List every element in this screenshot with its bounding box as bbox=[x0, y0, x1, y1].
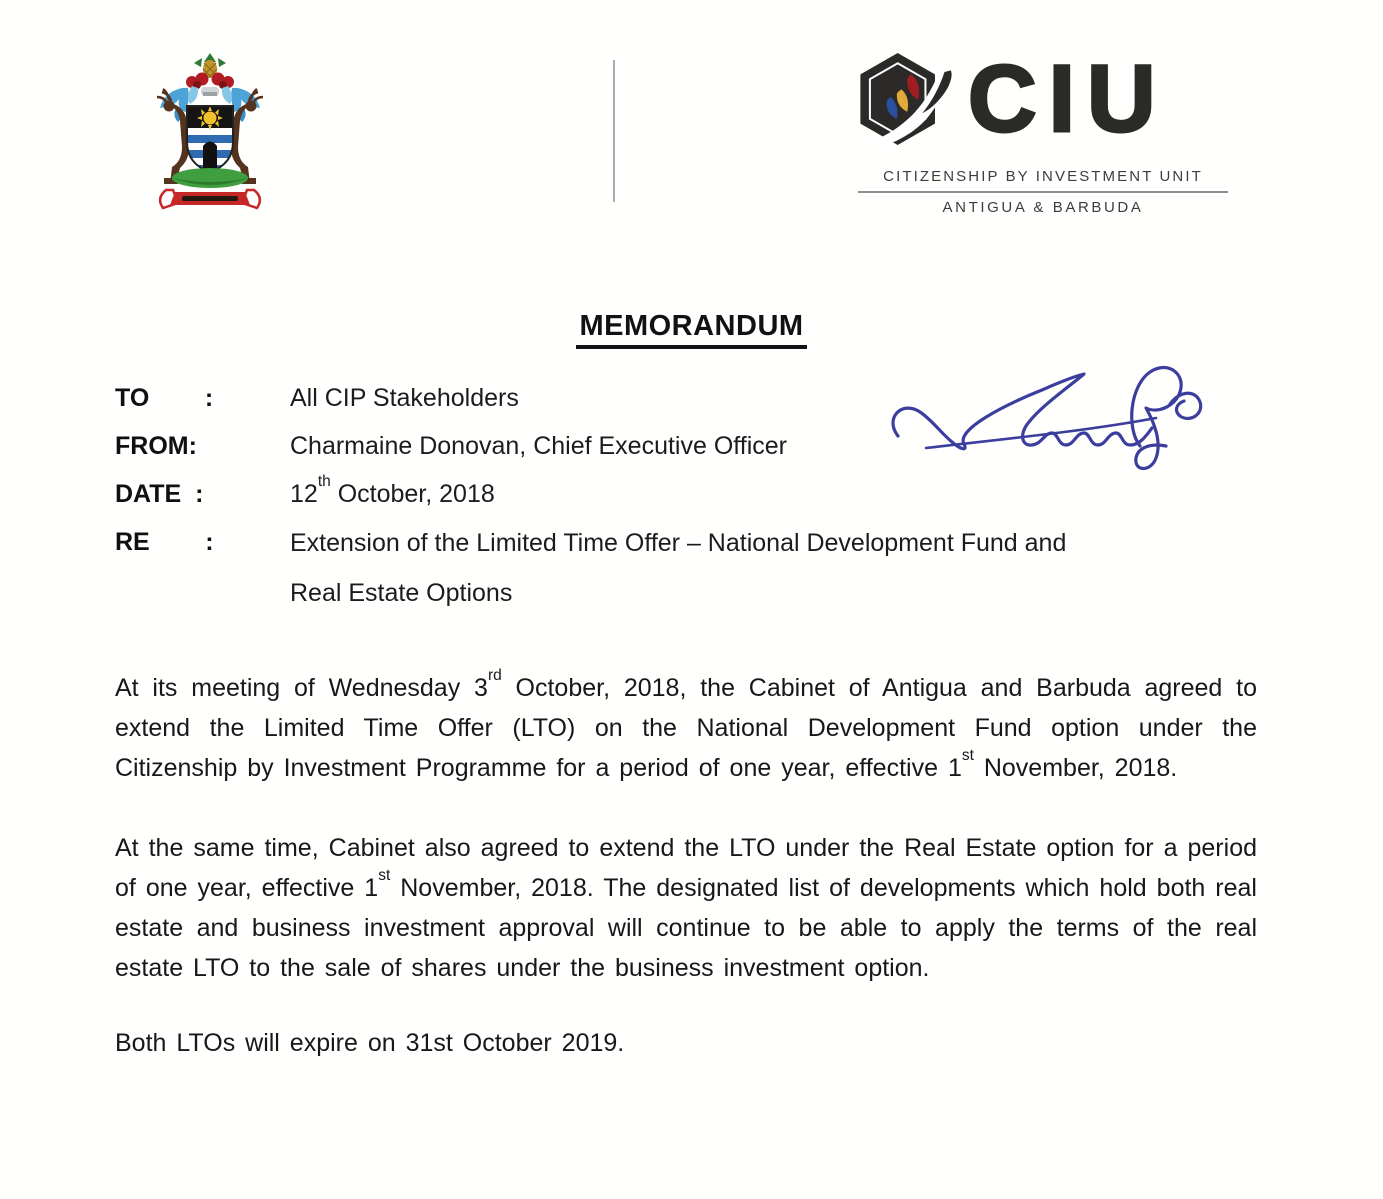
shield-icon bbox=[187, 106, 233, 176]
field-value-re: Extension of the Limited Time Offer – National Development Fund and Real Estate Options bbox=[290, 529, 1067, 607]
ceo-signature bbox=[884, 356, 1216, 490]
field-label-to: TO : bbox=[115, 384, 214, 412]
antigua-barbuda-coat-of-arms-icon bbox=[146, 50, 274, 218]
ciu-logo-row bbox=[858, 40, 1228, 158]
title-wrap bbox=[0, 310, 1383, 349]
field-value-from: Charmaine Donovan, Chief Executive Officer bbox=[290, 432, 787, 460]
field-label-date: DATE : bbox=[115, 480, 204, 508]
field-row-re bbox=[115, 518, 1270, 618]
ciu-hexagon-icon bbox=[858, 40, 958, 158]
header-divider bbox=[613, 60, 615, 202]
motto-ribbon-icon bbox=[160, 190, 260, 208]
memo-title: MEMORANDUM bbox=[576, 310, 806, 349]
ciu-country-line: ANTIGUA & BARBUDA bbox=[942, 198, 1144, 216]
ciu-logo bbox=[858, 40, 1228, 216]
field-label-from: FROM: bbox=[115, 432, 197, 460]
ciu-acronym: CIU bbox=[968, 45, 1168, 152]
field-value-to: All CIP Stakeholders bbox=[290, 384, 519, 412]
memo-body bbox=[115, 668, 1257, 1063]
paragraph-3: Both LTOs will expire on 31st October 2019. bbox=[115, 1029, 625, 1057]
ciu-rule bbox=[858, 191, 1228, 193]
helmet-icon bbox=[201, 87, 219, 96]
mound-icon bbox=[172, 168, 248, 188]
field-value-date: 12th October, 2018 bbox=[290, 472, 495, 508]
field-label-re: RE : bbox=[115, 528, 214, 556]
ciu-unit-line: CITIZENSHIP BY INVESTMENT UNIT bbox=[883, 168, 1203, 185]
paragraph-1: At its meeting of Wednesday 3rd October, 2018, the Cabinet of Antigua and Barbuda agreed to extend the Limited Time Offer (LTO) on the National Development Fund option under the Citizenship by Investment Programme for a period of one year, effective 1st November, 2018. bbox=[115, 666, 1257, 782]
paragraph-2: At the same time, Cabinet also agreed to extend the LTO under the Real Estate option for a period of one year, effective 1st November, 2018. The designated list of developments which hold both real estate and business investment approval will continue to be able to apply the terms of the real estate LTO to the sale of shares under the business investment option. bbox=[115, 834, 1257, 982]
